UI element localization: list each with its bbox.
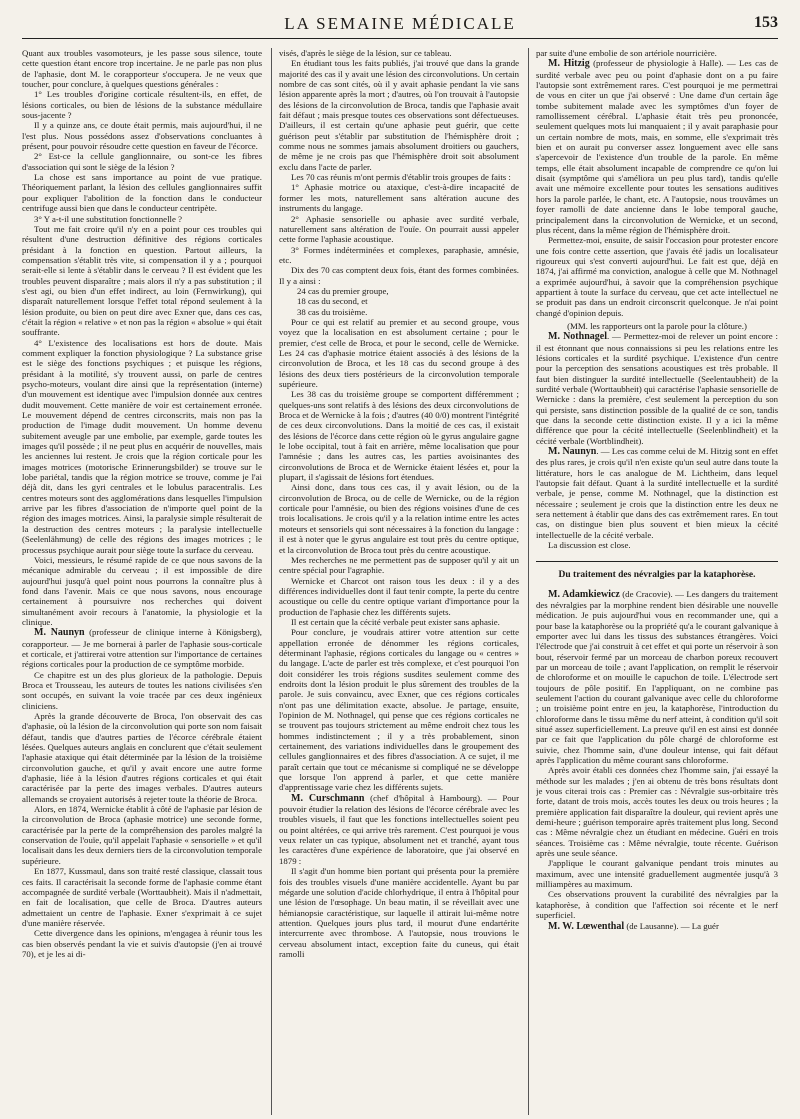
- paragraph: La chose est sans importance au point de vue pratique. Théoriquement parlant, la lésion des cellules ganglionnaires suffit pour expliquer l'abolition de la fonction dans le conducteur centrifuge aussi bien que dans le conducteur centripète.: [22, 172, 262, 214]
- column-2: [279, 48, 519, 1115]
- paragraph: Mes recherches ne me permettent pas de supposer qu'il y ait un centre spécial pour l'agraphie.: [279, 554, 519, 576]
- paragraph: Permettez-moi, ensuite, de saisir l'occasion pour protester encore une fois contre cette assertion, que j'avais été jadis un localisateur rigoureux qui s'est converti aujourd'hui. Le fait est que, déjà en 1874, j'ai affirmé ma conviction, analogue à celle que M. Nothnagel a exprimée aujourd'hui, à savoir que la compréhension psychique appartient à toute la surface du cerveau, que cet acte intellectuel ne se produit pas dans un endroit circonscrit quelconque. Je n'ai point changé d'opinion depuis.: [536, 235, 778, 318]
- speaker-name: M. Hitzig: [548, 58, 590, 70]
- speaker-name: M. Curschmann: [291, 792, 365, 804]
- speaker-name: M. Naunyn: [548, 446, 597, 458]
- paragraph: par suite d'une embolie de son artériole nourricière.: [536, 48, 717, 58]
- column-divider: [271, 48, 272, 1115]
- paragraph: Tout me fait croire qu'il n'y en a point pour ces troubles qui résultent d'une destruction définitive des régions corticales présidant à la fonction en question. Partout ailleurs, la compensation s'établit très vite, si compensation il y a ; pourquoi serait-elle si lente à s'établir dans le cerveau ? Il est évident que les troubles peuvent disparaître ; mais alors il n'y a pas substitution ; il s'est agi, ou bien d'un effet indirect, au loin (Fernwirkung), qui disparaît naturellement lorsque l'effet total répond seulement à la lésion produite, ou bien on peut dire avec Exner que, dans ces cas, c'était la région « relative » et non pas la région « absolue » qui était souffrante.: [22, 223, 262, 338]
- speaker-paragraph: M. Naunyn. — Les cas comme celui de M. Hitzig sont en effet des plus rares, je crois qu'il n'en existe qu'un seul autre dans toute la littérature, hors le cas analogue de M. Lichtheim, dans lequel l'autopsie fait défaut. Quant à la surdité intellectuelle et la surdité verbale, je pense, comme M. Nothnagel, que la distinction est nécessaire ; seulement je crois que la distinction entre les deux ne sera nettement à établir que dans des cas extrêmement rares. En tout cas, on distingue bien plus souvent et bien mieux la cécité intellectuelle de la cécité verbale.: [536, 446, 778, 540]
- paragraph: Il s'agit d'un homme bien portant qui présenta pour la première fois des troubles visuels d'une manière accidentelle. Ayant bu par mégarde une solution d'acide chlorhydrique, il entra à l'hôpital pour une lésion de l'œsophage. Un beau matin, il se réveillait avec une hémianopsie caractéristique, sur laquelle il attirait lui-même notre attention. Quelques jours plus tard, il mourut d'une endartérite intercurrente avec thrombose. A l'autopsie, nous trouvions le cerveau absolument intact, exception faite du cuneus, qui était ramolli: [279, 866, 519, 959]
- paragraph: Ainsi donc, dans tous ces cas, il y avait lésion, ou de la circonvolution de Broca, ou de celle de Wernicke, ou de la région corticale pour l'amnésie, ou bien des régions voisines d'une de ces trois localisations. Je crois qu'il y a la relation intime entre les actes moteurs et sensoriels qui sont nécessaires à la fonction du langage : il est à noter que le gyrus angulaire est tout près du centre optique, et la circonvolution de Broca tout près du centre acoustique.: [279, 482, 519, 555]
- speaker-paragraph: M. Hitzig (professeur de physiologie à Halle). — Les cas de surdité verbale avec peu ou point d'aphasie dont on a pu faire l'autopsie sont extrêmement rares. C'est pourquoi je me permettrai de vous en citer un que j'ai observé : Une dame d'un certain âge tombe subitement malade avec les symptômes d'un foyer de ramollissement cérébral. L'aphasie était très peu prononcée, seulement quelques mots lui manquaient ; il y avait paraphasie pour un certain nombre de mots, mais, en somme, elle s'exprimait très bien et on aurait pu converser assez longuement avec elle sans s'apercevoir de l'existence d'un trouble de la parole. En même temps, elle était absolument incapable de comprendre ce qu'on lui disait (symptôme qui s'améliora un peu plus tard), tandis qu'elle avait une mémoire excellente pour toutes les sensations auditives hors la parole parlée, le chant, etc. A l'autopsie, nous trouvâmes un foyer ramolli de date ancienne dans le lobe temporal gauche, principalement dans la circonvolution de Wernicke, et un second, plus récent, dans la même région de l'hémisphère droit.: [536, 58, 778, 235]
- page-number: 153: [754, 14, 778, 31]
- paragraph: Les 38 cas du troisième groupe se comportent différemment ; quelques-uns sont relatifs à des lésions des deux circonvolutions de Broca et de Wernicke à la fois ; d'autres (40 0/0) montrent l'intégrité de ces deux circonvolutions. Dans la moitié de ces cas, il existait des lésions de l'écorce dans cette région où le gyrus angulaire gagne le lobe occipital, tout à fait en arrière, même localisation que pour l'amnésie ; dans les autres cas, les parties avoisinantes des circonvolutions de Broca et de Wernicke étaient lésées et, pour la plupart, il s'agissait de lésions fort étendues.: [279, 389, 519, 483]
- paragraph: Voici, messieurs, le résumé rapide de ce que nous savons de la mécanique admirable du cerveau ; il est impossible de dire aujourd'hui jusqu'à quel point nous pourrons la connaître plus à fond dans l'avenir. Mais ce que nous savons, nous encourage certainement à poursuivre nos recherches qui doivent simultanément avoir recours à l'anatomie, la physiologie et la clinique.: [22, 554, 262, 627]
- speaker-name: M. Naunyn: [34, 627, 85, 639]
- speaker-paragraph: M. W. Lœwenthal (de Lausanne). — La guér: [548, 920, 719, 932]
- paragraph: 4° L'existence des localisations est hors de doute. Mais comment expliquer la fonction physiologique ? La substance grise est le siège des fonctions psychiques ; et puisque les régions, présidant à la motilité, s'y trouvent aussi, on parle de centres psycho-moteurs, voulant dire ainsi que la représentation (interne) d'un mouvement est identique avec l'impulsion donnée aux centres dudit mouvement. Cette manière de voir est certainement erronée. Le mouvement dépend de centres circonscrits, mais non pas la production de l'image dudit mouvement. Un homme devenu subitement aveugle par une embolie, par exemple, garde toutes les images qu'il possède ; il ne peut plus en acquérir de nouvelles, mais les anciennes lui restent. Je crois que la région corticale pour les images motrices (motorische Erinnerungsbilder) se trouve sur le lobe pariétal, tandis que la région motrice se trouve, comme je l'ai déjà dit, dans les gyri centrales et le lobulus paracentralis. Les centres moteurs sont des agglomérations dans lesquelles l'impulsion arrive par les fibres d'association de n'importe quel point de la région des images motrices. Ainsi, la paralysie simple résulterait de la destruction des centres moteurs ; la paralysie intellectuelle (Seelenlähmung) de celle des régions des images motrices ; le processus psychique aurait pour siège toute la surface du cerveau.: [22, 337, 262, 555]
- paragraph: La discussion est close.: [548, 540, 631, 551]
- column-divider: [528, 48, 529, 1115]
- speaker-name: M. Nothnagel: [548, 331, 607, 343]
- paragraph: En étudiant tous les faits publiés, j'ai trouvé que dans la grande majorité des cas il y avait une lésion des circonvolutions. Un certain nombre de cas sont cités, où il y avait aphasie pendant la vie sans lésion apparente après la mort ; d'autres, où l'on trouvait à l'autopsie des lésions de la circonvolution de Broca, tandis que l'aphasie avait fait défaut ; mais presque toutes ces observations sont défectueuses. D'ailleurs, il est certain qu'une aphasie peut guérir, que cette guérison peut s'établir par substitution de l'hémisphère droit ; comme nous ne sommes jamais absolument droitiers ou gauchers, de même je ne crois pas que l'hémisphère droit soit absolument exclu dans l'acte de parler.: [279, 58, 519, 172]
- column-1: [22, 48, 262, 1115]
- paragraph: Ces observations prouvent la curabilité des névralgies par la kataphorèse, à condition que l'affection soi récente et le nerf superficiel.: [536, 889, 778, 921]
- list-item: 18 cas du second, et: [297, 296, 368, 307]
- paragraph: En 1877, Kussmaul, dans son traité resté classique, classait tous ces faits. Il caractérisait la seconde forme de l'aphasie comme étant accompagnée de surdité verbale (Worttaubheit). Mais il n'admettait, en fait de localisation, que celle de Broca. D'autres auteurs admettaient un centre de l'aphasie. Exner s'exprimait à ce sujet d'une manière réservée.: [22, 866, 262, 928]
- paragraph: Il est certain que la cécité verbale peut exister sans aphasie.: [291, 616, 500, 627]
- paragraph: visés, d'après le siège de la lésion, sur ce tableau.: [279, 48, 452, 58]
- paragraph: 3° Formes indéterminées et complexes, paraphasie, amnésie, etc.: [279, 244, 519, 265]
- speaker-paragraph: M. Adamkiewicz (de Cracovie). — Les dangers du traitement des névralgies par la morphine rendent bien désirable une nouvelle médication. Je puis aujourd'hui vous en recommander une, qui a pour base la kataphorèse ou la propriété qu'a le courant galvanique à emporter avec lui dans les tissus des substances étrangères. Voici l'électrode que j'ai construit à cet effet et qui porte un réservoir à son bout, réservoir fermé par un morceau de charbon poreux recouvert par un morceau de toile ; avant l'application, on remplit le réservoir de chloroforme et on mouille le capuchon de toile. L'électrode sert toujours de pôle positif. En l'appliquant, on ne combine pas seulement l'action du courant galvanique avec celle du chloroforme ; un troisième point entre en jeu, la kataphorèse, l'introduction du chloroforme dans le tissu même du nerf atteint, à condition qu'il soit situé assez superficiellement. La preuve qu'il en est ainsi est donnée par ce fait que l'application du pôle chargé de chloroforme est suivie, chez l'homme sain, d'une douleur intense, qui fait défaut après l'application du même courant sans chloroforme.: [536, 588, 778, 765]
- paragraph: 1° Aphasie motrice ou ataxique, c'est-à-dire incapacité de former les mots, naturellement sans altération aucune des instruments du langage.: [279, 182, 519, 214]
- paragraph: Après la grande découverte de Broca, l'on observait des cas d'aphasie, où la lésion de la circonvolution qui porte son nom faisait défaut, tandis que d'autres parties de l'écorce cérébrale étaient lésées. Quelques auteurs anglais en conclurent que c'était seulement l'aphasie ataxique qui était déterminée par la lésion de la troisième circonvolution gauche, et qu'il y avait encore une autre forme d'aphasie, liée à la lésion d'autres régions corticales et qui était caractérisée par la perte des images verbales. D'autres auteurs allemands se croyaient autorisés à rejeter toute la théorie de Broca.: [22, 711, 262, 804]
- paragraph: Après avoir établi ces données chez l'homme sain, j'ai essayé la méthode sur les malades ; j'en ai obtenu de très bons résultats dont je vous citerai trois cas : Premier cas : Névralgie sus-orbitaire très forte, datant de trois mois, accès toutes les deux ou trois heures ; la première application fait disparaître la douleur, qui revient après une demi-heure ; guérison temporaire après traitement plus long. Second cas : Même névralgie chez un étudiant en médecine. Guéri en trois séances. Troisième cas : Même névralgie, toute récente. Guérison après une seule séance.: [536, 765, 778, 859]
- section-heading-block: [536, 561, 778, 581]
- paragraph: Les 70 cas réunis m'ont permis d'établir trois groupes de faits :: [291, 172, 511, 183]
- speaker-name: M. W. Lœwenthal: [548, 920, 625, 932]
- speaker-paragraph: M. Naunyn (professeur de clinique interne à Königsberg), corapporteur. — Je me bornerai à parler de l'aphasie sous-corticale et corticale, et j'attirerai votre attention sur l'importance de certaines régions corticales pour la production de ce symptôme morbide.: [22, 627, 262, 670]
- paragraph: Ce chapitre est un des plus glorieux de la pathologie. Depuis Broca et Trousseau, les auteurs de toutes les nations civilisées s'en sont occupés, en suivant la voie tracée par ces deux ingénieux cliniciens.: [22, 669, 262, 711]
- paragraph: Dix des 70 cas comptent deux fois, étant des formes combinées. Il y a ainsi :: [279, 265, 519, 286]
- paragraph: 2° Aphasie sensorielle ou aphasie avec surdité verbale, naturellement sans altération de l'ouïe. On pourrait aussi appeler cette forme l'aphasie acoustique.: [279, 213, 519, 245]
- session-note: (MM. les rapporteurs ont la parole pour la clôture.): [567, 320, 747, 331]
- paragraph: Cette divergence dans les opinions, m'engagea à réunir tous les cas bien observés pendant la vie et suivis d'autopsie (j'en ai trouvé 70), et je les ai di-: [22, 928, 262, 959]
- paragraph: 3° Y a-t-il une substitution fonctionnelle ?: [34, 213, 182, 224]
- speaker-paragraph: M. Curschmann (chef d'hôpital à Hambourg). — Pour pouvoir étudier la relation des lésions de l'écorce cérébrale avec les troubles visuels, il faut que les fonctions intellectuelles soient peu ou point altérées, ce qui arrive très rarement. C'est pourquoi je vous veux relater un cas typique, absolument net et tranché, ayant tous les caractères d'une expérience de laboratoire, que j'ai observé en 1879 :: [279, 792, 519, 866]
- section-title: Du traitement des névralgies par la kataphorèse.: [558, 569, 756, 580]
- list-item: 38 cas du troisième.: [297, 306, 368, 317]
- paragraph: Pour ce qui est relatif au premier et au second groupe, vous voyez que la localisation en est absolument certaine ; pour le premier, c'est celle de Broca, et pour le second, celle de Wernicke. Les 24 cas d'aphasie motrice étaient associés à des lésions de la circonvolution de Broca, et les 18 cas du second groupe à des lésions des deux tiers postérieurs de la circonvolution temporale supérieure.: [279, 316, 519, 389]
- journal-title: LA SEMAINE MÉDICALE: [284, 14, 516, 33]
- paragraph: Wernicke et Charcot ont raison tous les deux : il y a des différences individuelles dont il faut tenir compte, la perte du centre acoustique ou celle du centre optique variant d'importance pour la production de l'aphasie chez les différents sujets.: [279, 575, 519, 617]
- paragraph: Alors, en 1874, Wernicke établit à côté de l'aphasie par lésion de la circonvolution de Broca (aphasie motrice) une seconde forme, caractérisée par la perte de la compréhension des paroles malgré la conservation de l'ouïe, qu'il appelait l'aphasie « sensorielle » et qu'il localisait dans les deux derniers tiers de la circonvolution temporale supérieure.: [22, 804, 262, 866]
- column-3: [536, 48, 778, 1115]
- text-columns: [22, 48, 778, 1115]
- speaker-name: M. Adamkiewicz: [548, 588, 620, 600]
- paragraph: Quant aux troubles vasomoteurs, je les passe sous silence, toute cette question étant encore trop incertaine. Je ne parle pas non plus de l'aphasie, dont M. le corapporteur s'occupera. Je ne veux que toucher, pour conclure, à quelques questions générales :: [22, 48, 262, 90]
- paragraph: Pour conclure, je voudrais attirer votre attention sur cette appellation erronée de dénommer les régions corticales, déterminant l'aphasie, régions corticales du langage ou « centres » du langage. L'acte de parler est très complexe, et c'est pourquoi l'on doit considérer les trois régions susdites seulement comme des endroits dont la lésion produit le plus sûrement des troubles de la parole. Je suis convaincu, avec Exner, que ces régions corticales n'ont pas une délimitation exacte, absolue. Je partage, ensuite, l'opinion de M. Nothnagel, qui pense que ces régions corticales ne se trouvent pas toujours strictement au même endroit chez tous les hommes indistinctement ; il y a très probablement, sinon certainement, des variations individuelles dans le groupement des cellules ganglionnaires et des fibres d'association. A ce sujet, il me paraît certain que tout ce mécanisme si compliqué ne se développe que lorsque l'on apprend à parler, et que cette manière d'apprentissage varie chez les différents sujets.: [279, 627, 519, 793]
- list-item: 24 cas du premier groupe,: [297, 285, 389, 296]
- paragraph: 1° Les troubles d'origine corticale résultent-ils, en effet, de lésions corticales, ou bien de lésions de la substance médullaire sous-jacente ?: [22, 89, 262, 121]
- paragraph: J'applique le courant galvanique pendant trois minutes au maximum, avec une intensité graduellement augmentée jusqu'à 3 milliampères au maximum.: [536, 858, 778, 890]
- paragraph: 2° Est-ce la cellule ganglionnaire, ou sont-ce les fibres d'association qui sont le siège de la lésion ?: [22, 151, 262, 172]
- paragraph: Il y a quinze ans, ce doute était permis, mais aujourd'hui, il ne l'est plus. Nous possédons assez d'observations concluantes à présent, pour pouvoir résoudre cette question en faveur de l'écorce.: [22, 120, 262, 152]
- case-count-list: [279, 286, 519, 317]
- page-header: [22, 12, 778, 39]
- speaker-paragraph: M. Nothnagel. — Permettez-moi de relever un point encore : il est étonnant que nous connaissions si peu les relations entre les lésions corticales et la surdité psychique. L'existence d'un centre pour la perception des sensations acoustiques est très probable. Il faut bien distinguer la surdité intellectuelle (Seelentaubheit) de la surdité verbale (Worttaubheit) qui caractérise l'aphasie sensorielle de Wernicke : dans la première, c'est seulement la perception du son qui persiste, sans distinction possible de la qualité de ce son, tandis que dans la seconde cette distinction existe. Il y a ici la même différence que pour la cécité intellectuelle (Seelenblindheit) et la cécité verbale (Wortblindheit).: [536, 331, 778, 446]
